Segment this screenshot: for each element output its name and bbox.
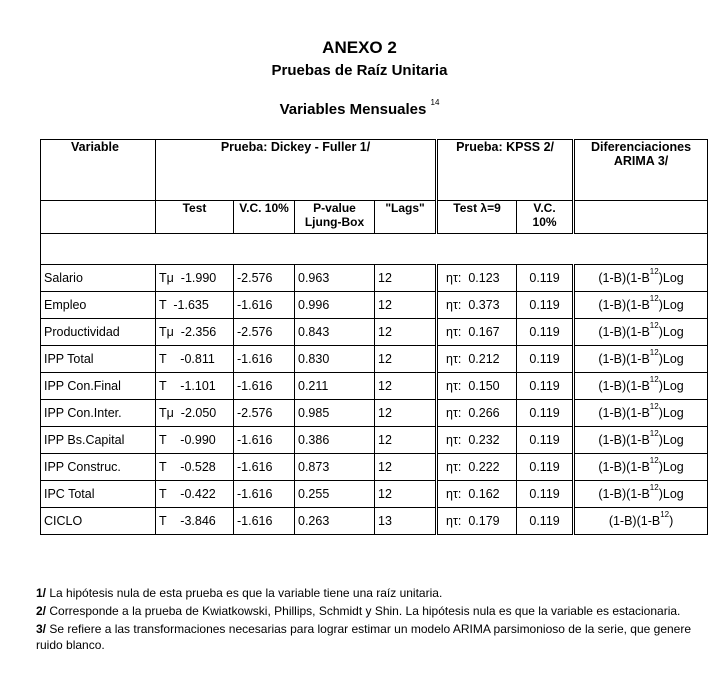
row-kpss-vc: 0.119: [517, 508, 574, 535]
row-variable: Empleo: [41, 292, 156, 319]
row-arima: $(1-B)(1-B^{12})$: [574, 508, 708, 535]
row-df-vc: -1.616: [234, 454, 295, 481]
header-arima: Diferenciaciones ARIMA 3/: [574, 140, 708, 201]
row-variable: IPC Total: [41, 481, 156, 508]
row-df-test: Tμ -1.990: [156, 265, 234, 292]
table-row: [41, 373, 708, 400]
row-arima: $(1-B)(1-B^{12})Log$: [574, 265, 708, 292]
subheader-kpss-vc: V.C. 10%: [517, 201, 574, 234]
footnote-2: 2/ Corresponde a la prueba de Kwiatkowski, Phillips, Schmidt y Shin. La hipótesis nula es que la variable es estacionaria.: [36, 604, 681, 618]
table-row: [41, 265, 708, 292]
row-variable: IPP Con.Final: [41, 373, 156, 400]
row-df-test: T -1.101: [156, 373, 234, 400]
row-df-vc: -2.576: [234, 265, 295, 292]
row-variable: IPP Total: [41, 346, 156, 373]
row-kpss-test: ητ: 0.373: [437, 292, 517, 319]
row-pvalue: 0.263: [295, 508, 375, 535]
row-kpss-vc: 0.119: [517, 481, 574, 508]
row-variable: Salario: [41, 265, 156, 292]
row-kpss-test: ητ: 0.179: [437, 508, 517, 535]
row-lags: 12: [375, 265, 437, 292]
row-kpss-vc: 0.119: [517, 346, 574, 373]
row-lags: 12: [375, 481, 437, 508]
subheader-kpss-test: Test λ=9: [437, 201, 517, 234]
row-pvalue: 0.843: [295, 319, 375, 346]
row-df-vc: -1.616: [234, 508, 295, 535]
footnote-3: 3/ Se refiere a las transformaciones necesarias para lograr estimar un modelo ARIMA parsimonioso de la serie, que genere ruido blanco.: [36, 622, 692, 652]
row-pvalue: 0.963: [295, 265, 375, 292]
row-kpss-test: ητ: 0.212: [437, 346, 517, 373]
table-row: [41, 400, 708, 427]
row-kpss-vc: 0.119: [517, 373, 574, 400]
row-variable: IPP Construc.: [41, 454, 156, 481]
row-df-vc: -1.616: [234, 481, 295, 508]
row-df-test: T -3.846: [156, 508, 234, 535]
row-arima: $(1-B)(1-B^{12})Log$: [574, 319, 708, 346]
row-df-test: T -1.635: [156, 292, 234, 319]
row-pvalue: 0.873: [295, 454, 375, 481]
row-kpss-vc: 0.119: [517, 400, 574, 427]
table-row: [41, 292, 708, 319]
row-arima: $(1-B)(1-B^{12})Log$: [574, 454, 708, 481]
row-kpss-vc: 0.119: [517, 454, 574, 481]
row-lags: 12: [375, 319, 437, 346]
table-row: [41, 454, 708, 481]
row-lags: 12: [375, 292, 437, 319]
row-variable: CICLO: [41, 508, 156, 535]
row-df-vc: -1.616: [234, 427, 295, 454]
row-kpss-vc: 0.119: [517, 265, 574, 292]
row-arima: $(1-B)(1-B^{12})Log$: [574, 292, 708, 319]
row-lags: 12: [375, 346, 437, 373]
row-pvalue: 0.386: [295, 427, 375, 454]
row-arima: $(1-B)(1-B^{12})Log$: [574, 481, 708, 508]
footnotes: [36, 585, 706, 655]
row-kpss-test: ητ: 0.232: [437, 427, 517, 454]
header-dickey-fuller: Prueba: Dickey - Fuller 1/: [156, 140, 437, 201]
row-lags: 12: [375, 400, 437, 427]
header-kpss: Prueba: KPSS 2/: [437, 140, 574, 201]
header-variable: Variable: [41, 140, 156, 201]
row-df-vc: -1.616: [234, 292, 295, 319]
page-title: ANEXO 2: [322, 38, 397, 57]
row-kpss-test: ητ: 0.150: [437, 373, 517, 400]
subheader-test: Test: [156, 201, 234, 234]
table-row: [41, 346, 708, 373]
row-pvalue: 0.255: [295, 481, 375, 508]
row-df-test: T -0.811: [156, 346, 234, 373]
table-row: [41, 481, 708, 508]
row-pvalue: 0.830: [295, 346, 375, 373]
row-df-vc: -2.576: [234, 400, 295, 427]
row-pvalue: 0.211: [295, 373, 375, 400]
subheader-pvalue: P-value Ljung-Box: [295, 201, 375, 234]
table-row: [41, 319, 708, 346]
row-lags: 12: [375, 427, 437, 454]
table-row: [41, 508, 708, 535]
row-kpss-test: ητ: 0.167: [437, 319, 517, 346]
row-lags: 12: [375, 454, 437, 481]
row-df-vc: -1.616: [234, 346, 295, 373]
row-lags: 13: [375, 508, 437, 535]
subheader-vc: V.C. 10%: [234, 201, 295, 234]
row-kpss-test: ητ: 0.123: [437, 265, 517, 292]
row-arima: $(1-B)(1-B^{12})Log$: [574, 400, 708, 427]
row-arima: $(1-B)(1-B^{12})Log$: [574, 427, 708, 454]
row-pvalue: 0.996: [295, 292, 375, 319]
row-variable: Productividad: [41, 319, 156, 346]
footnote-1: 1/ La hipótesis nula de esta prueba es que la variable tiene una raíz unitaria.: [36, 586, 443, 600]
section-title: Variables Mensuales $^{14}$: [279, 98, 440, 118]
row-df-test: T -0.990: [156, 427, 234, 454]
page-subtitle: Pruebas de Raíz Unitaria: [271, 62, 448, 79]
row-kpss-test: ητ: 0.162: [437, 481, 517, 508]
row-df-vc: -2.576: [234, 319, 295, 346]
row-kpss-vc: 0.119: [517, 319, 574, 346]
row-df-test: T -0.528: [156, 454, 234, 481]
unit-root-table: [40, 139, 708, 535]
row-kpss-test: ητ: 0.266: [437, 400, 517, 427]
subheader-lags: "Lags": [375, 201, 437, 234]
row-variable: IPP Bs.Capital: [41, 427, 156, 454]
row-arima: $(1-B)(1-B^{12})Log$: [574, 373, 708, 400]
row-df-test: Tμ -2.050: [156, 400, 234, 427]
row-variable: IPP Con.Inter.: [41, 400, 156, 427]
table-row: [41, 427, 708, 454]
row-df-test: Tμ -2.356: [156, 319, 234, 346]
row-kpss-vc: 0.119: [517, 427, 574, 454]
row-kpss-test: ητ: 0.222: [437, 454, 517, 481]
row-df-vc: -1.616: [234, 373, 295, 400]
section-footnote: 14: [430, 98, 440, 107]
row-lags: 12: [375, 373, 437, 400]
row-pvalue: 0.985: [295, 400, 375, 427]
row-arima: $(1-B)(1-B^{12})Log$: [574, 346, 708, 373]
row-df-test: T -0.422: [156, 481, 234, 508]
row-kpss-vc: 0.119: [517, 292, 574, 319]
